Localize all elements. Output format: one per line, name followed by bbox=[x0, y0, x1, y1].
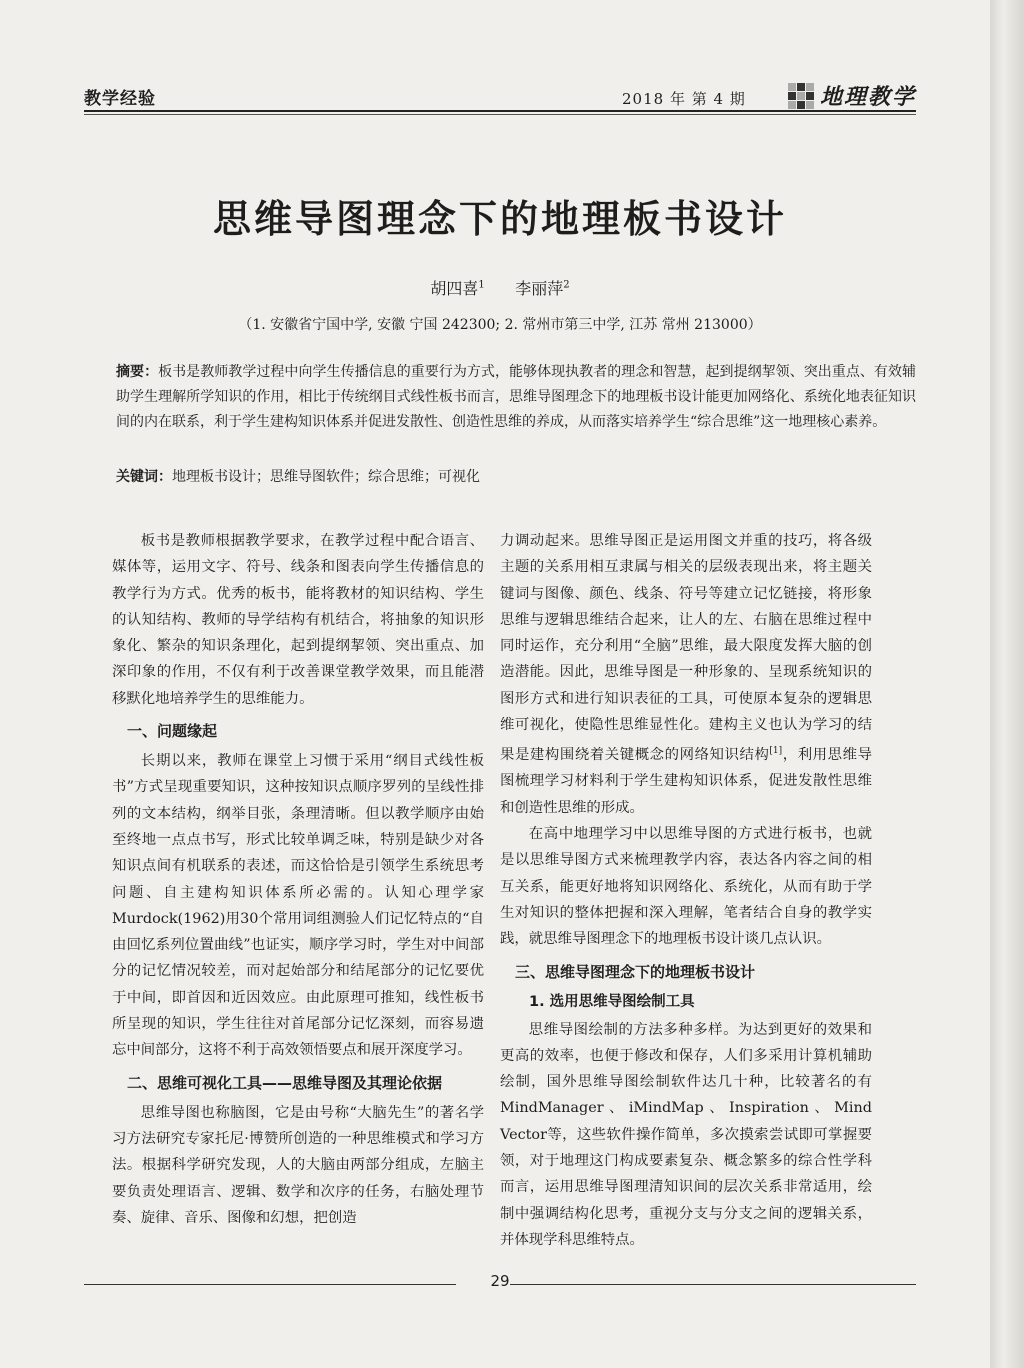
right-column bbox=[500, 528, 872, 1253]
section-heading-1: 一、问题缘起 bbox=[127, 722, 218, 741]
paragraph: 板书是教师根据教学要求，在教学过程中配合语言、媒体等，运用文字、符号、线条和图表向学生传播信息的教学行为方式。优秀的板书，能将教材的知识结构、学生的认知结构、教师的导学结构有机结合，将抽象的知识形象化、繁杂的知识条理化，起到提纲挈领、突出重点、加深印象的作用，不仅有利于改善课堂教学效果，而且能潜移默化地培养学生的思维能力。 bbox=[112, 533, 484, 707]
section-heading-3: 三、思维导图理念下的地理板书设计 bbox=[515, 962, 756, 981]
logo-blocks-icon bbox=[788, 83, 814, 109]
issue-label: 2018 年 第 4 期 bbox=[622, 90, 746, 108]
affiliation: （1. 安徽省宁国中学, 安徽 宁国 242300; 2. 常州市第三中学, 江苏 常州 213000） bbox=[238, 317, 762, 333]
citation: [1] bbox=[769, 746, 783, 757]
abstract bbox=[116, 360, 916, 435]
keywords-text: 地理板书设计；思维导图软件；综合思维；可视化 bbox=[172, 469, 480, 485]
keywords bbox=[116, 466, 916, 486]
paragraph-part: 力调动起来。思维导图正是运用图文并重的技巧，将各级主题的关系用相互隶属与相关的层级表现出来，将主题关键词与图像、颜色、线条、符号等建立记忆链接，将形象思维与逻辑思维结合起来，让人的左、右脑在思维过程中同时运作，充分利用“全脑”思维，最大限度发挥大脑的创造潜能。因此，思维导图是一种形象的、呈现系统知识的图形方式和进行知识表征的工具，可使原本复杂的逻辑思维可视化，使隐性思维显性化。建构主义也认为学习的结果是建构围绕着关键概念的网络知识结构 bbox=[500, 533, 872, 764]
author-1: 胡四喜 bbox=[430, 279, 479, 298]
abstract-label: 摘要： bbox=[116, 364, 159, 380]
subsection-heading-1: 1. 选用思维导图绘制工具 bbox=[529, 993, 695, 1010]
header-rule bbox=[84, 110, 916, 112]
paragraph-continued bbox=[500, 528, 872, 821]
header-rule-thin bbox=[84, 114, 916, 115]
authors bbox=[0, 276, 1000, 299]
paragraph: 在高中地理学习中以思维导图的方式进行板书，也就是以思维导图方式来梳理教学内容，表达各内容之间的相互关系，能更好地将知识网络化、系统化，从而有助于学生对知识的整体把握和深入理解，笔者结合自身的教学实践，就思维导图理念下的地理板书设计谈几点认识。 bbox=[500, 826, 872, 948]
paragraph: 思维导图也称脑图，它是由号称“大脑先生”的著名学习方法研究专家托尼·博赞所创造的一种思维模式和学习方法。根据科学研究发现，人的大脑由两部分组成，左脑主要负责处理语言、逻辑、数学和次序的任务，右脑处理节奏、旋律、音乐、图像和幻想，把创造 bbox=[112, 1104, 484, 1226]
paragraph-part: ，利用思维导图梳理学习材料利于学生建构知识体系，促进发散性思维和创造性思维的形成。 bbox=[500, 747, 872, 816]
left-column bbox=[112, 528, 484, 1231]
section-heading-2: 二、思维可视化工具——思维导图及其理论依据 bbox=[127, 1073, 443, 1092]
page-number: 29 bbox=[490, 1272, 510, 1290]
author-1-sup: 1 bbox=[478, 279, 485, 291]
author-2-sup: 2 bbox=[563, 279, 570, 291]
section-label: 教学经验 bbox=[84, 89, 156, 109]
abstract-text: 板书是教师教学过程中向学生传播信息的重要行为方式，能够体现执教者的理念和智慧，起到提纲挈领、突出重点、有效辅助学生理解所学知识的作用，相比于传统纲目式线性板书而言，思维导图理念下的地理板书设计能更加网络化、系统化地表征知识间的内在联系，利于学生建构知识体系并促进发散性、创造性思维的养成，从而落实培养学生“综合思维”这一地理核心素养。 bbox=[116, 364, 916, 430]
article-title: 思维导图理念下的地理板书设计 bbox=[212, 197, 787, 241]
journal-name: 地理教学 bbox=[820, 84, 917, 110]
author-2: 李丽萍 bbox=[515, 279, 564, 298]
paragraph: 思维导图绘制的方法多种多样。为达到更好的效果和更高的效率，也便于修改和保存，人们多采用计算机辅助绘制，国外思维导图绘制软件达几十种，比较著名的有MindManager、iMindMap、Inspiration、Mind Vector等，这些软件操作简单，多次摸索尝试即可掌握要领，对于地理这门构成要素复杂、概念繁多的综合性学科而言，运用思维导图理清知识间的层次关系非常适用，绘制中强调结构化思考，重视分支与分支之间的逻辑关系，并体现学科思维特点。 bbox=[500, 1021, 872, 1248]
paragraph: 长期以来，教师在课堂上习惯于采用“纲目式线性板书”方式呈现重要知识，这种按知识点顺序罗列的呈线性排列的文本结构，纲举目张，条理清晰。但以教学顺序由始至终地一点点书写，形式比较单调乏味，特别是缺少对各知识点间有机联系的表述，而这恰恰是引领学生系统思考问题、自主建构知识体系所必需的。认知心理学家Murdock(1962)用30个常用词组测验人们记忆特点的“自由回忆系列位置曲线”也证实，顺序学习时，学生对中间部分的记忆情况较差，而对起始部分和结尾部分的记忆要优于中间，即首因和近因效应。由此原理可推知，线性板书所呈现的知识，学生往往对首尾部分记忆深刻，而容易遗忘中间部分，这将不利于高效领悟要点和展开深度学习。 bbox=[112, 753, 484, 1059]
journal-logo bbox=[788, 80, 916, 111]
keywords-label: 关键词： bbox=[116, 469, 172, 485]
